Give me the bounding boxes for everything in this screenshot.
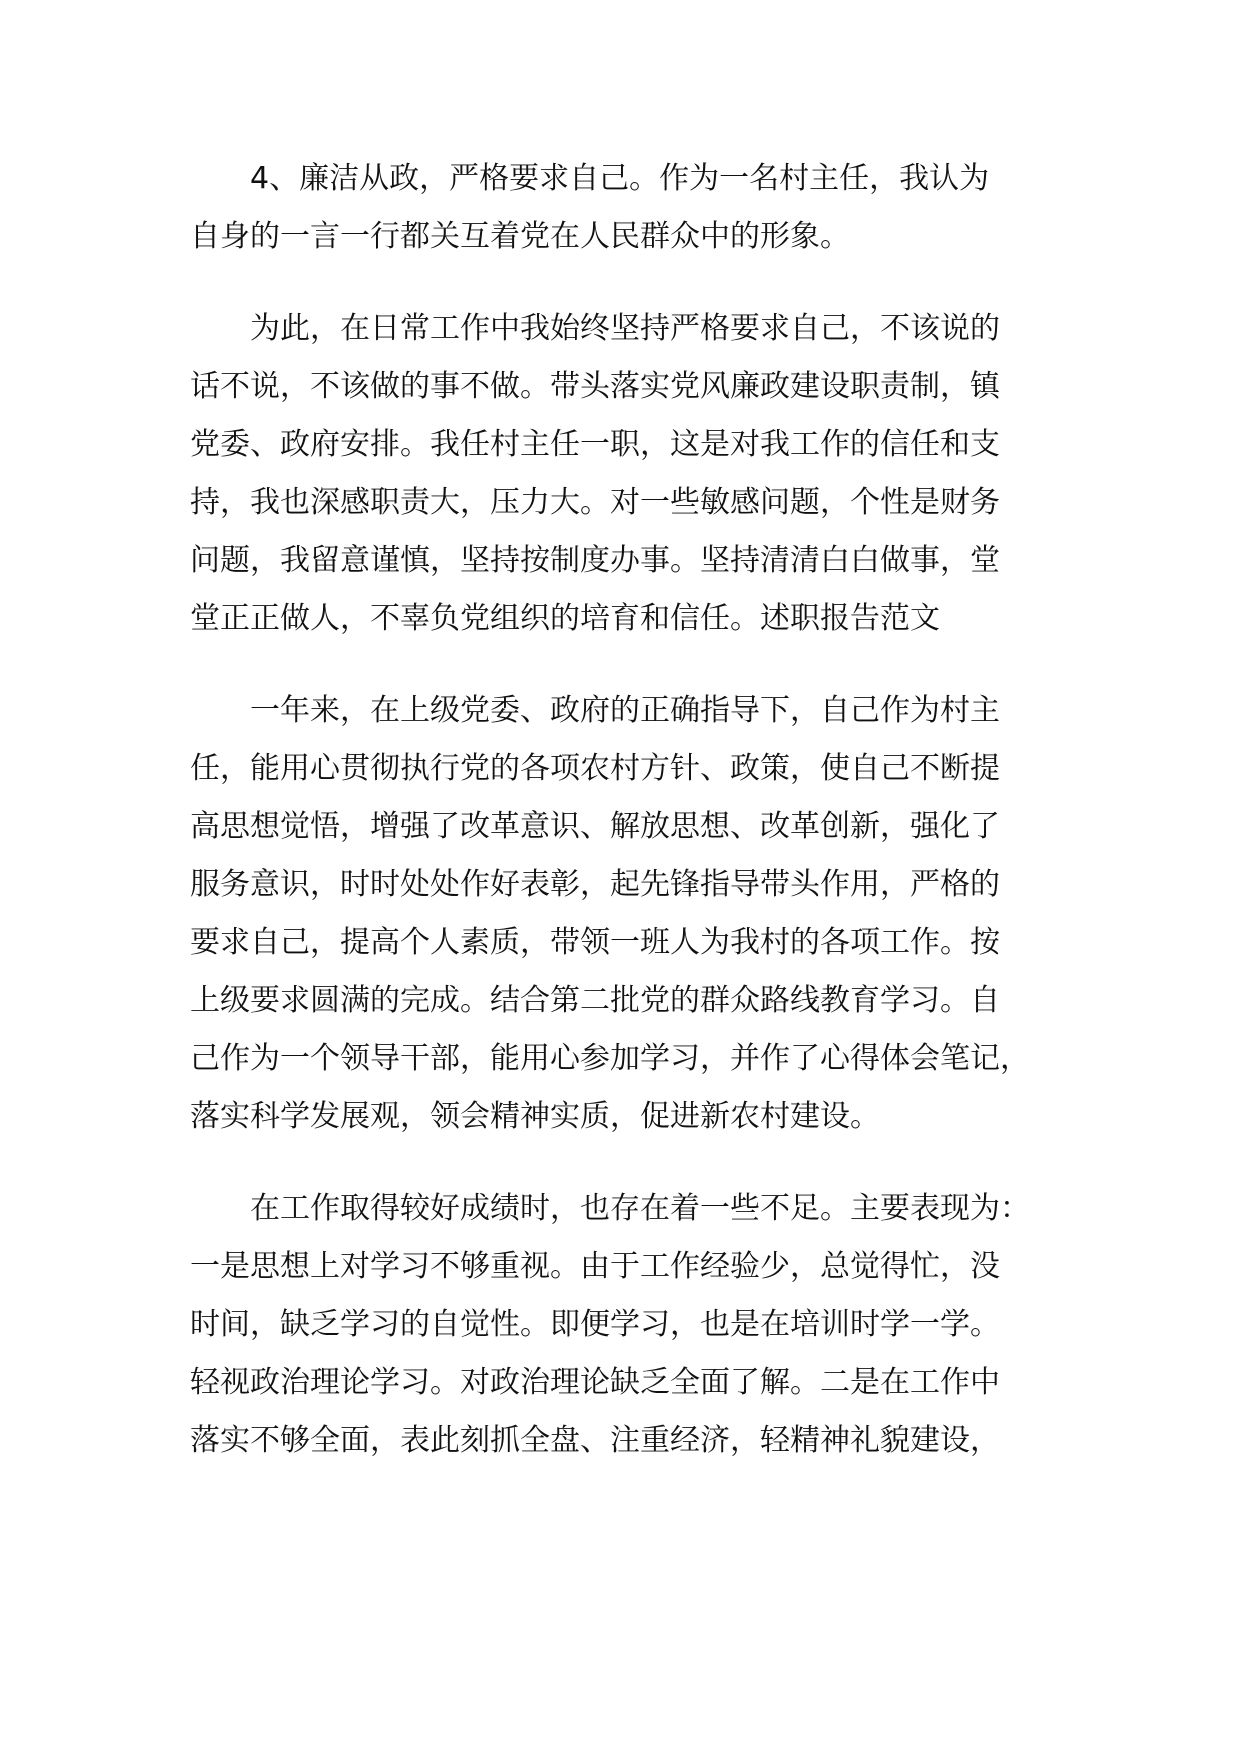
paragraph-2: [190, 300, 1060, 648]
text-line: 轻视政治理论学习。对政治理论缺乏全面了解。二是在工作中: [190, 1365, 1000, 1400]
text-line: 党委、政府安排。我任村主任一职，这是对我工作的信任和支: [190, 427, 1000, 462]
text-line: 落实科学发展观，领会精神实质，促进新农村建设。: [190, 1099, 880, 1134]
paragraph-3: [190, 682, 1060, 1146]
text-line: 持，我也深感职责大，压力大。对一些敏感问题，个性是财务: [190, 485, 1000, 520]
text-line: 高思想觉悟，增强了改革意识、解放思想、改革创新，强化了: [190, 809, 1000, 844]
text-line: 任，能用心贯彻执行党的各项农村方针、政策，使自己不断提: [190, 751, 1000, 786]
text-line: 在工作取得较好成绩时，也存在着一些不足。主要表现为：: [190, 1191, 1030, 1226]
text-line: 堂正正做人，不辜负党组织的培育和信任。述职报告范文: [190, 601, 940, 636]
text-line: 为此，在日常工作中我始终坚持严格要求自己，不该说的: [190, 311, 1000, 346]
text-line: 4、廉洁从政，严格要求自己。作为一名村主任，我认为: [190, 161, 990, 196]
text-line: 要求自己，提高个人素质，带领一班人为我村的各项工作。按: [190, 925, 1000, 960]
text-line: 问题，我留意谨慎，坚持按制度办事。坚持清清白白做事，堂: [190, 543, 1000, 578]
text-line: 话不说，不该做的事不做。带头落实党风廉政建设职责制，镇: [190, 369, 1000, 404]
text-line: 自身的一言一行都关互着党在人民群众中的形象。: [190, 219, 850, 254]
paragraph-4: [190, 1180, 1060, 1470]
text-line: 一是思想上对学习不够重视。由于工作经验少，总觉得忙，没: [190, 1249, 1000, 1284]
paragraph-1: [190, 150, 1060, 266]
text-line: 一年来，在上级党委、政府的正确指导下，自己作为村主: [190, 693, 1000, 728]
text-line: 己作为一个领导干部，能用心参加学习，并作了心得体会笔记，: [190, 1041, 1030, 1076]
document-body: [190, 150, 1060, 1504]
text-line: 落实不够全面，表此刻抓全盘、注重经济，轻精神礼貌建设，: [190, 1423, 1000, 1458]
text-line: 时间，缺乏学习的自觉性。即便学习，也是在培训时学一学。: [190, 1307, 1000, 1342]
text-line: 上级要求圆满的完成。结合第二批党的群众路线教育学习。自: [190, 983, 1000, 1018]
text-line: 服务意识，时时处处作好表彰，起先锋指导带头作用，严格的: [190, 867, 1000, 902]
